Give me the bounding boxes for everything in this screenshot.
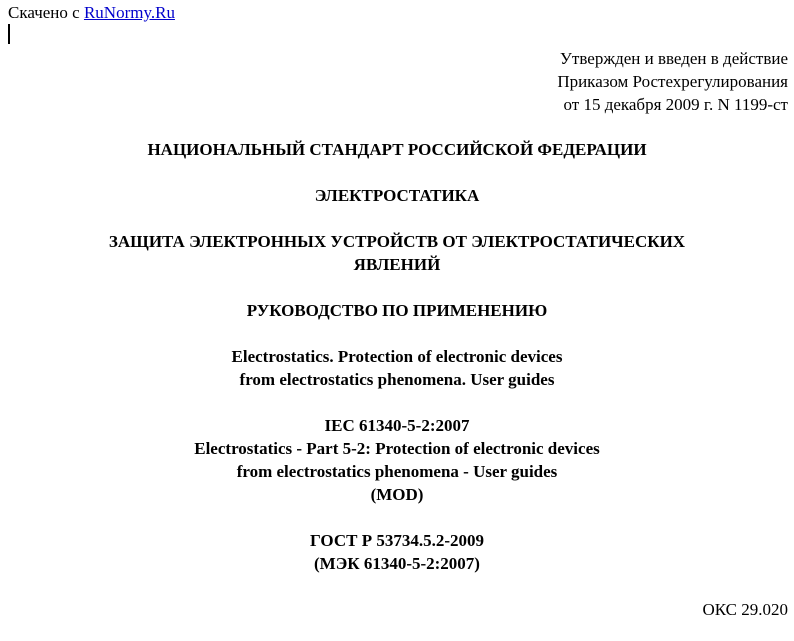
protection-heading [0,230,794,276]
approval-line-3: от 15 декабря 2009 г. N 1199-ст [563,95,788,114]
download-prefix: Скачено с [8,3,80,22]
electrostatics-text: ЭЛЕКТРОСТАТИКА [314,186,480,205]
electrostatics-heading [0,184,794,207]
iec-title-line-2: from electrostatics phenomena - User guides [236,462,558,481]
iec-title-line-1: Electrostatics - Part 5-2: Protection of electronic devices [194,439,600,458]
oks-code: ОКС 29.020 [702,600,788,619]
gost-designation-block [0,529,794,575]
iec-reference-block [0,414,794,506]
english-title-line-1: Electrostatics. Protection of electronic devices [231,347,563,366]
download-source-line [8,1,175,24]
gost-code: ГОСТ Р 53734.5.2-2009 [310,531,484,550]
approval-block [557,47,788,116]
iec-code: IEC 61340-5-2:2007 [324,416,470,435]
runormy-link[interactable]: RuNormy.Ru [83,3,175,22]
english-title-line-2: from electrostatics phenomena. User guides [239,370,555,389]
user-guide-text: РУКОВОДСТВО ПО ПРИМЕНЕНИЮ [246,301,548,320]
national-standard-text: НАЦИОНАЛЬНЫЙ СТАНДАРТ РОССИЙСКОЙ ФЕДЕРАЦИИ [147,140,647,159]
protection-line-2: ЯВЛЕНИЙ [353,255,441,274]
mek-code: (МЭК 61340-5-2:2007) [314,554,480,573]
national-standard-heading [0,138,794,161]
approval-line-2: Приказом Ростехрегулирования [557,72,788,91]
user-guide-heading [0,299,794,322]
iec-mod: (MOD) [370,485,424,504]
protection-line-1: ЗАЩИТА ЭЛЕКТРОННЫХ УСТРОЙСТВ ОТ ЭЛЕКТРОСТАТИЧЕСКИХ [108,232,686,251]
approval-line-1: Утвержден и введен в действие [559,49,788,68]
english-title-block [0,345,794,391]
text-cursor [8,24,10,44]
